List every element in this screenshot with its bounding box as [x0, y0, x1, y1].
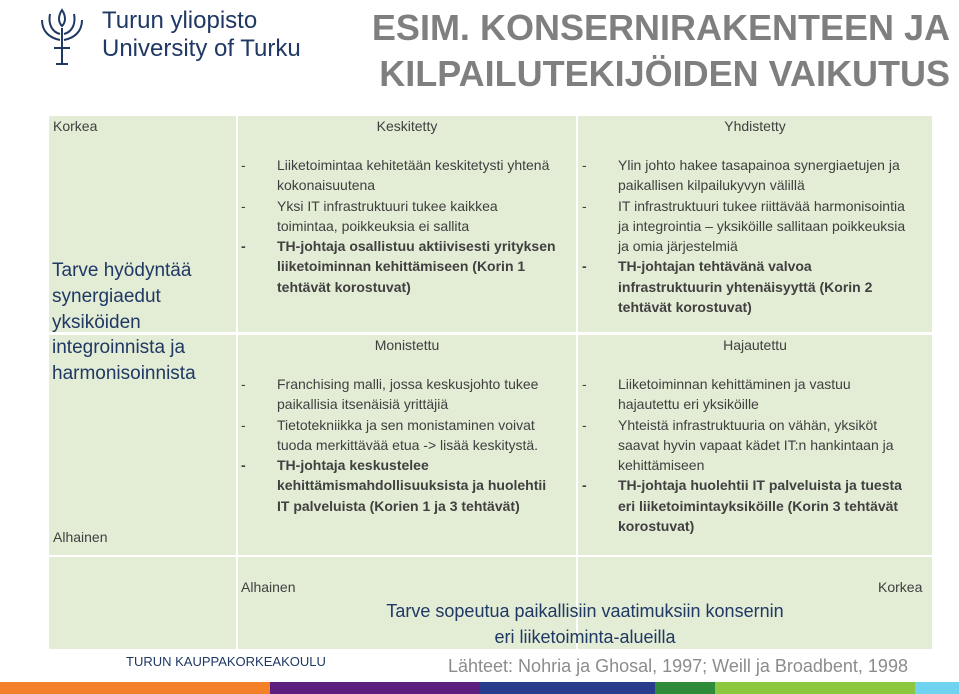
bullet-list-monistettu — [241, 374, 573, 516]
bullet-list-hajautettu — [582, 374, 930, 536]
sources-text: Lähteet: Nohria ja Ghosal, 1997; Weill ja Broadbent, 1998 — [448, 656, 908, 676]
bullet-item — [241, 415, 573, 456]
bullet-dash: - — [241, 157, 246, 173]
school-name: TURUN KAUPPAKORKEAKOULU — [126, 654, 326, 669]
bullet-line: Franchising malli, jossa keskusjohto tukee — [277, 376, 539, 392]
color-stripe — [0, 682, 959, 694]
university-logo — [32, 4, 301, 68]
bullet-dash: - — [241, 238, 246, 255]
y-axis-low-label: Alhainen — [53, 529, 108, 545]
bullet-dash: - — [582, 477, 587, 494]
bullet-dash: - — [582, 258, 587, 275]
bullet-item — [582, 155, 930, 196]
bullet-line: Liiketoiminnan kehittäminen ja vastuu — [618, 376, 851, 392]
stripe-purple — [270, 682, 480, 694]
bullet-list-keskitetty — [241, 155, 573, 297]
bullet-item — [241, 455, 573, 516]
bullet-line: toimintaa, poikkeuksia ei sallita — [277, 217, 470, 234]
bullet-line: saavat hyvin vapaat kädet IT:n hankintaan ja — [618, 436, 894, 453]
bullet-line: tuoda merkittävää etua -> lisää keskitystä. — [277, 436, 539, 453]
bullet-line: Liiketoimintaa kehitetään keskitetysti yhtenä — [277, 157, 550, 173]
bullet-line: TH-johtaja osallistuu aktiivisesti yrityksen — [277, 238, 556, 255]
x-axis-label-line2: eri liiketoiminta-alueilla — [494, 627, 676, 647]
bullet-line: kehittämismahdollisuuksista ja huolehtii — [277, 477, 547, 494]
bullet-line: TH-johtajan tehtävänä valvoa — [618, 258, 812, 275]
bullet-dash: - — [582, 157, 587, 173]
x-axis-low-label: Alhainen — [241, 579, 296, 595]
stripe-orange — [0, 682, 270, 694]
bullet-dash: - — [241, 416, 246, 433]
x-axis-high-label: Korkea — [878, 579, 923, 595]
bullet-line: liiketoiminnan kehittämiseen (Korin 1 — [277, 258, 526, 275]
bullet-line: eri liiketoimintayksiköille (Korin 3 tehtävät — [618, 497, 899, 514]
bullet-line: ja omia järjestelmiä — [618, 238, 738, 255]
bullet-item — [582, 475, 930, 536]
bullet-dash: - — [582, 416, 587, 433]
bullet-line: paikallisia itsenäisiä yrittäjiä — [277, 396, 449, 413]
bullet-line: TH-johtaja huolehtii IT palveluista ja tuesta — [618, 477, 902, 494]
bullet-item — [241, 155, 573, 196]
bullet-dash: - — [241, 457, 246, 474]
bullet-line: Yhteistä infrastruktuuria on vähän, yksiköt — [618, 416, 878, 433]
quadrant-title-hajautettu: Hajautettu — [723, 337, 787, 353]
bullet-dash: - — [241, 376, 246, 392]
bullet-line: kehittämiseen — [618, 457, 705, 474]
bullet-item — [582, 256, 930, 317]
y-axis-high-label: Korkea — [53, 118, 98, 134]
bullet-line: infrastruktuurin yhtenäisyyttä (Korin 2 — [618, 278, 873, 295]
bullet-line: tehtävät korostuvat) — [277, 278, 411, 295]
bullet-dash: - — [241, 197, 246, 214]
bullet-item — [241, 236, 573, 297]
bullet-line: hajautettu eri yksiköille — [618, 396, 759, 413]
bullet-item — [241, 374, 573, 415]
bullet-list-yhdistetty — [582, 155, 930, 317]
bullet-line: Tietotekniikka ja sen monistaminen voivat — [277, 416, 535, 433]
x-axis-corner — [49, 557, 236, 649]
torch-emblem-icon — [32, 4, 92, 68]
bullet-item — [241, 196, 573, 237]
bullet-line: Ylin johto hakee tasapainoa synergiaetujen ja — [618, 157, 900, 173]
bullet-item — [582, 415, 930, 476]
bullet-line: tehtävät korostuvat) — [618, 299, 752, 316]
stripe-green — [655, 682, 715, 694]
bullet-line: TH-johtaja keskustelee — [277, 457, 429, 474]
x-axis-label-line1: Tarve sopeutua paikallisiin vaatimuksiin konsernin — [386, 601, 784, 621]
slide-title: ESIM. KONSERNIRAKENTEEN JA KILPAILUTEKIJÖIDEN VAIKUTUS — [371, 7, 950, 94]
x-axis-label — [238, 598, 932, 650]
y-axis-label: Tarve hyödyntää synergiaedut yksiköiden integroinnista ja harmonisoinnista — [52, 260, 196, 385]
bullet-line: korostuvat) — [618, 518, 695, 535]
bullet-line: IT palveluista (Korien 1 ja 3 tehtävät) — [277, 497, 520, 514]
bullet-line: ja integrointia – yksiköille sallitaan poikkeuksia — [618, 217, 906, 234]
bullet-dash: - — [582, 376, 587, 392]
bullet-line: kokonaisuutena — [277, 177, 376, 194]
quadrant-title-monistettu: Monistettu — [374, 337, 440, 353]
stripe-lightgreen — [715, 682, 915, 694]
quadrant-title-keskitetty: Keskitetty — [376, 118, 438, 134]
bullet-dash: - — [582, 197, 587, 214]
bullet-line: IT infrastruktuuri tukee riittävää harmonisointia — [618, 197, 905, 214]
quadrant-title-yhdistetty: Yhdistetty — [724, 118, 786, 134]
logo-name-en: University of Turku — [102, 35, 301, 62]
stripe-navy — [480, 682, 655, 694]
bullet-item — [582, 374, 930, 415]
logo-name-fi: Turun yliopisto — [102, 7, 258, 34]
bullet-item — [582, 196, 930, 257]
bullet-line: Yksi IT infrastruktuuri tukee kaikkea — [277, 197, 498, 214]
bullet-line: paikallisen kilpailukyvyn välillä — [618, 177, 805, 194]
stripe-cyan — [915, 682, 959, 694]
